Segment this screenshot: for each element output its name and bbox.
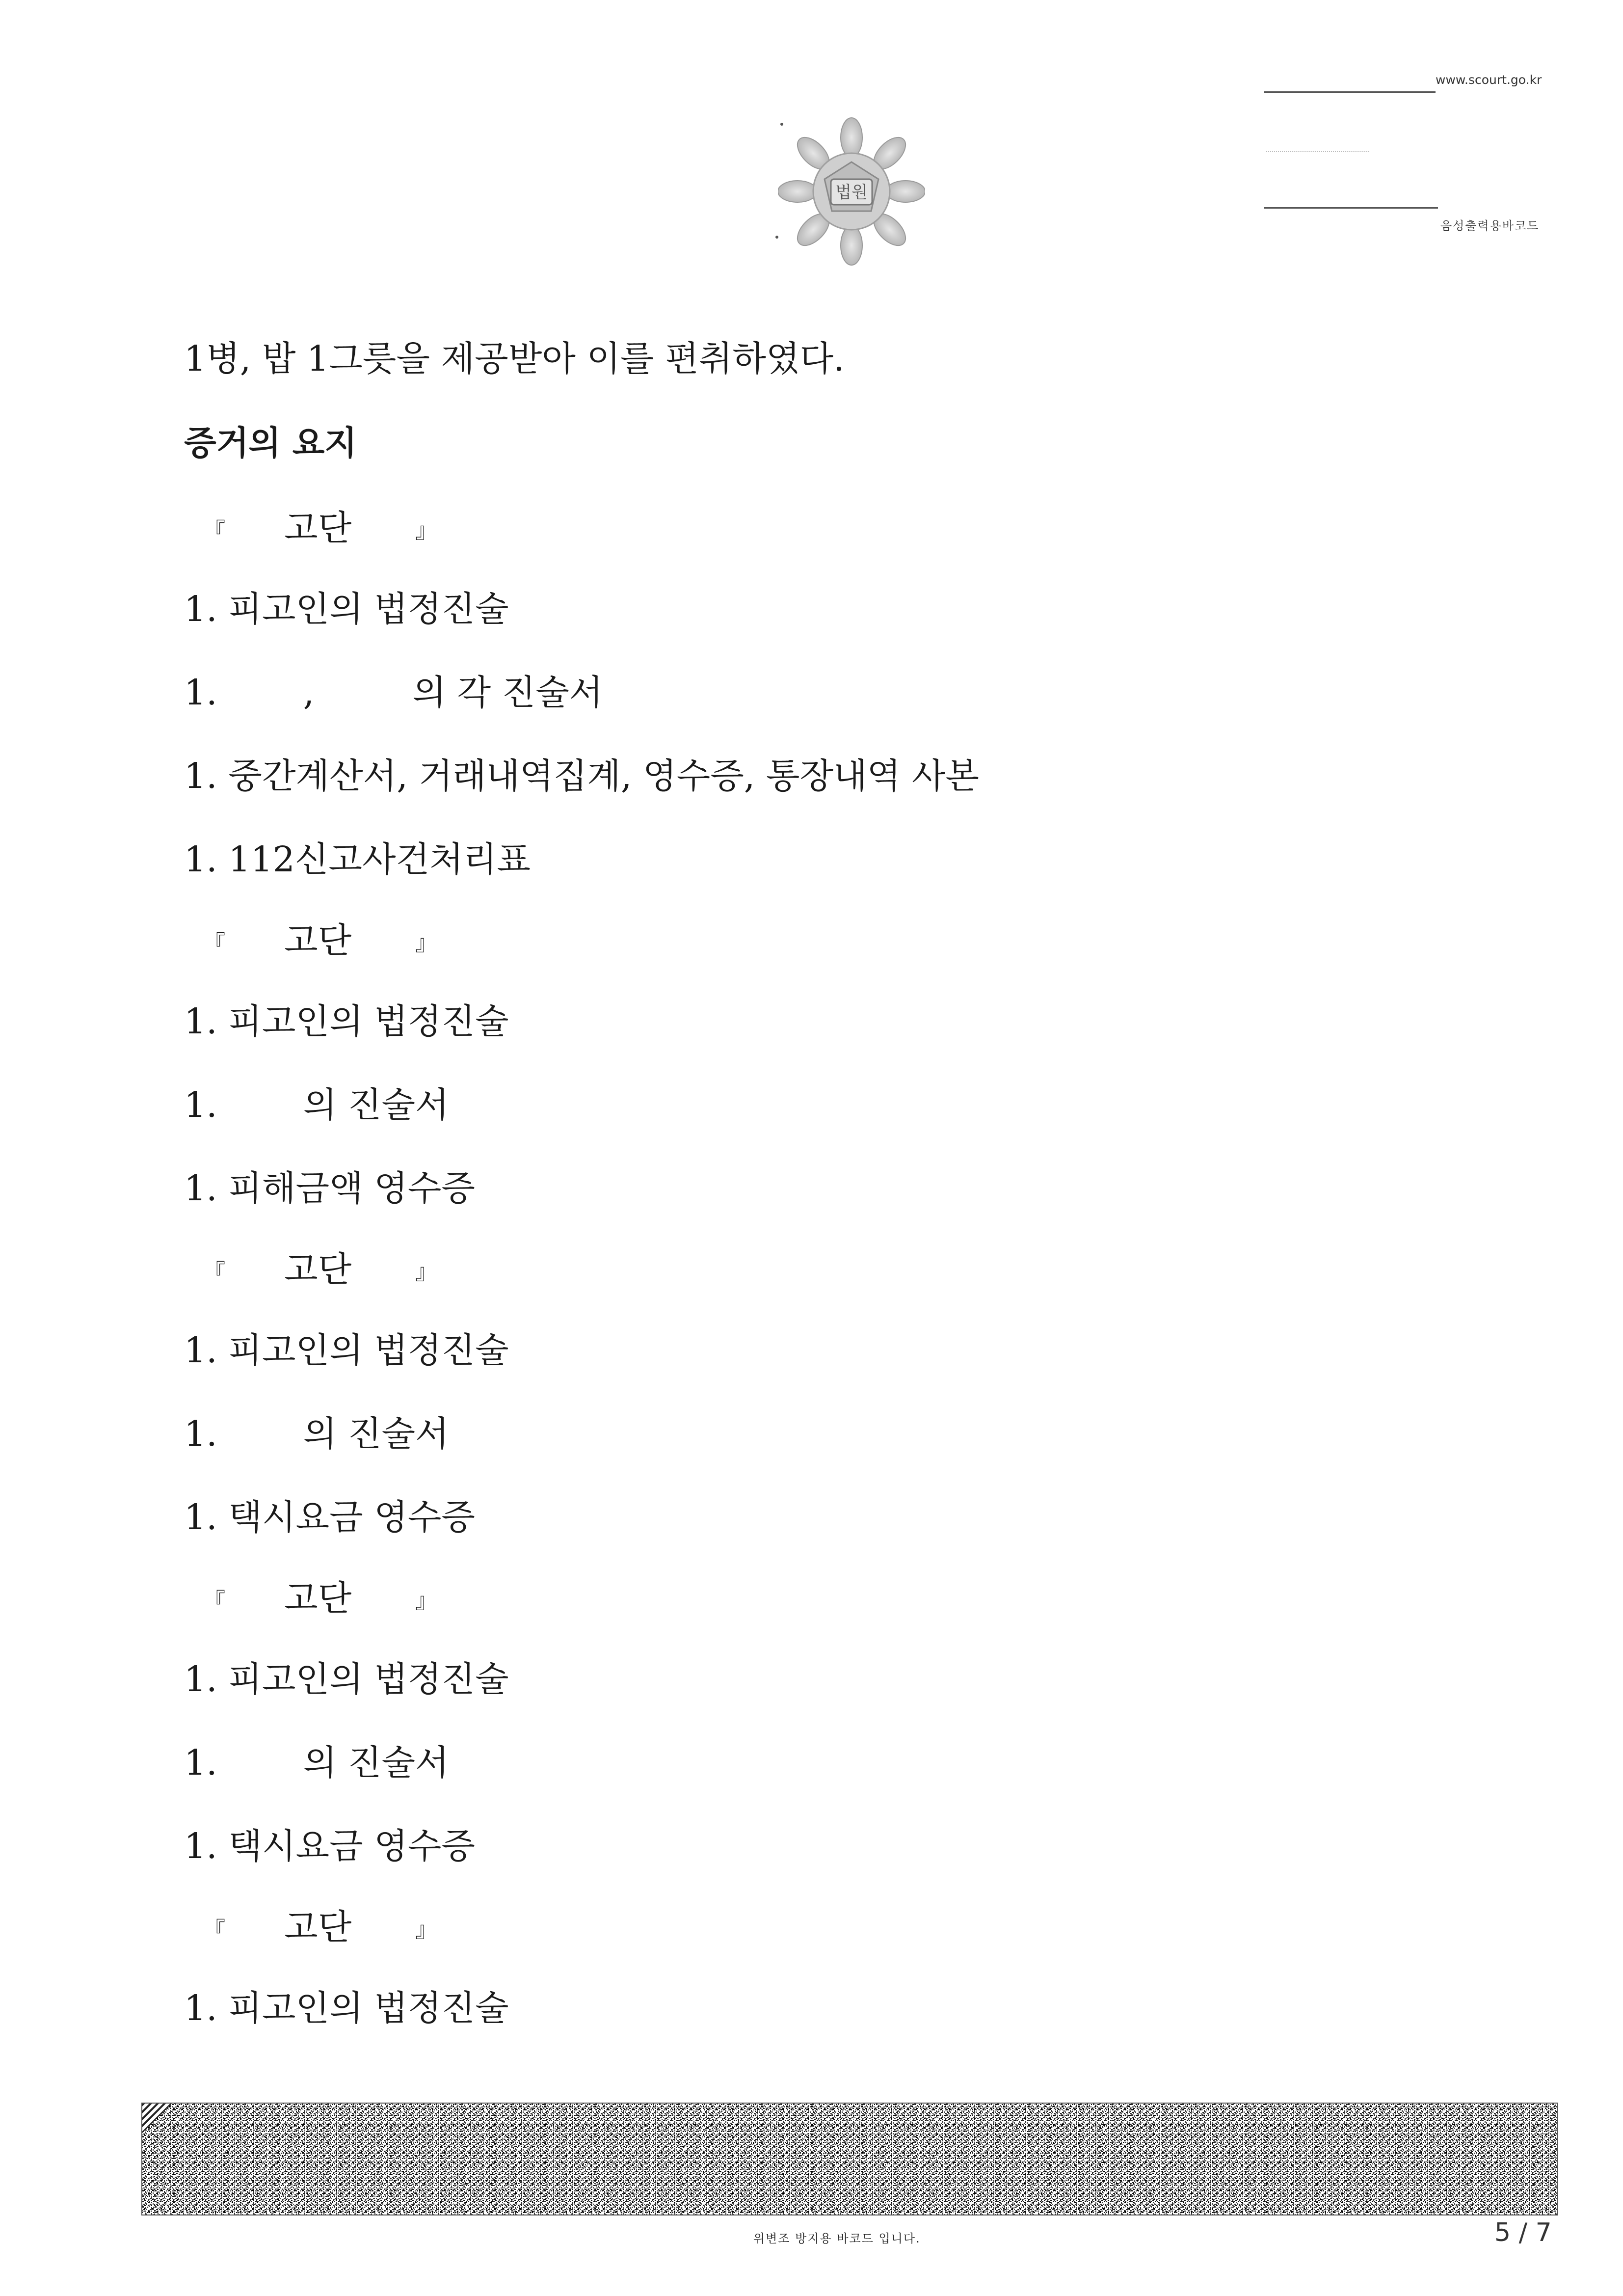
evidence-item: 1. 피고인의 법정진술 [184, 589, 509, 629]
header-rule-bottom [1264, 207, 1438, 209]
header-dotted-rule [1266, 151, 1369, 152]
case-header-5: 『 고단 』 [204, 1907, 437, 1947]
case-header-2: 『 고단 』 [204, 920, 437, 961]
seal-text: 법원 [835, 183, 868, 202]
evidence-item: 1. 112신고사건처리표 [184, 839, 531, 880]
evidence-item: 1. 의 진술서 [184, 1742, 449, 1783]
case-header-1: 『 고단 』 [204, 508, 437, 548]
court-seal-logo [778, 110, 925, 272]
anti-forgery-barcode [141, 2103, 1558, 2215]
case-header-4: 『 고단 』 [204, 1578, 437, 1619]
evidence-item: 1. 의 진술서 [184, 1413, 449, 1454]
case-header-3: 『 고단 』 [204, 1249, 437, 1290]
evidence-item: 1. 중간계산서, 거래내역집계, 영수증, 통장내역 사본 [184, 756, 980, 796]
evidence-item: 1. , 의 각 진술서 [184, 672, 603, 713]
scan-speck [780, 123, 783, 126]
evidence-item: 1. 피고인의 법정진술 [184, 1001, 509, 1042]
evidence-heading: 증거의 요지 [184, 424, 357, 463]
page-number: 5 / 7 [1494, 2218, 1552, 2247]
evidence-item: 1. 피해금액 영수증 [184, 1168, 475, 1209]
evidence-item: 1. 의 진술서 [184, 1084, 449, 1125]
evidence-item: 1. 택시요금 영수증 [184, 1826, 475, 1866]
scan-speck [775, 236, 778, 239]
evidence-item: 1. 피고인의 법정진술 [184, 1659, 509, 1700]
site-url: www.scourt.go.kr [1436, 73, 1542, 87]
header-rule-top [1264, 91, 1436, 93]
evidence-item: 1. 택시요금 영수증 [184, 1497, 475, 1538]
continuation-sentence: 1병, 밥 1그릇을 제공받아 이를 편취하였다. [184, 338, 845, 379]
evidence-item: 1. 피고인의 법정진술 [184, 1988, 509, 2028]
voice-output-barcode-label: 음성출력용바코드 [1440, 219, 1540, 233]
barcode-note: 위변조 방지용 바코드 입니다. [753, 2232, 921, 2245]
evidence-item: 1. 피고인의 법정진술 [184, 1330, 509, 1371]
